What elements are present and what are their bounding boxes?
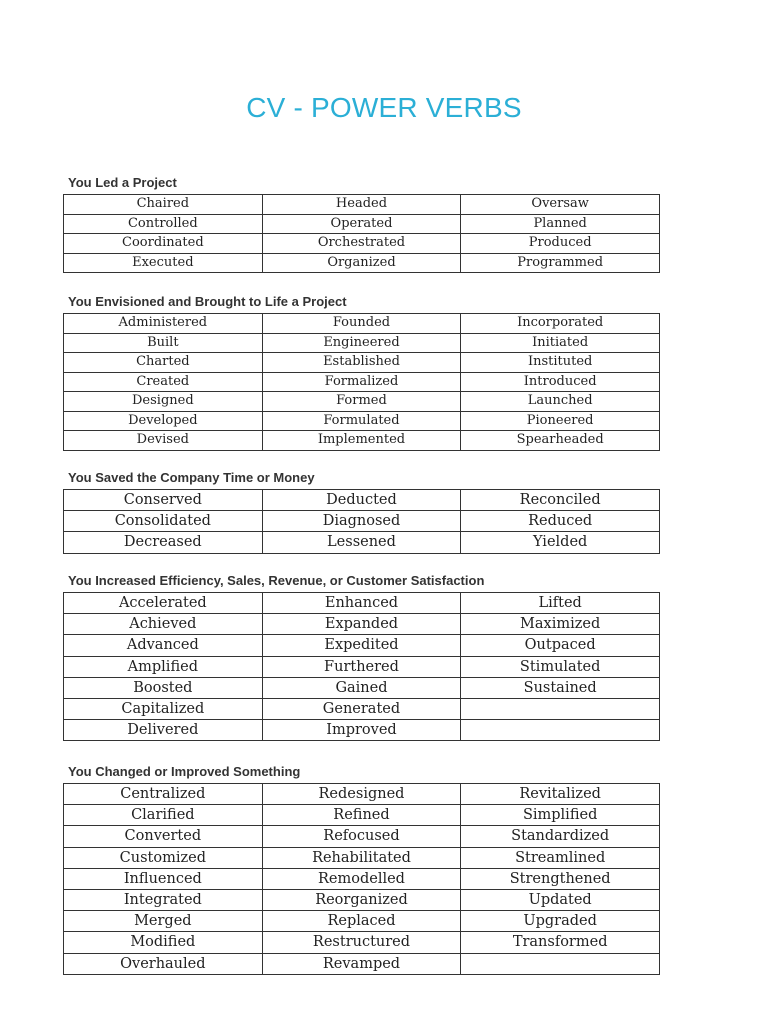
table-cell: Launched [461,392,660,412]
section-heading: You Saved the Company Time or Money [68,470,315,485]
table-cell: Lessened [262,532,461,553]
verbs-table [63,592,660,741]
table-row [64,195,660,215]
table-cell [461,698,660,719]
table-cell: Formulated [262,411,461,431]
table-cell: Converted [64,826,263,847]
verbs-table [63,194,660,273]
table-cell: Delivered [64,720,263,741]
table-cell: Maximized [461,614,660,635]
table-cell: Strengthened [461,868,660,889]
table-row [64,953,660,974]
table-cell: Outpaced [461,635,660,656]
section-led-project [63,175,660,273]
table-cell: Standardized [461,826,660,847]
table-cell: Influenced [64,868,263,889]
table-cell: Consolidated [64,511,263,532]
table-cell: Coordinated [64,234,263,254]
table-cell: Reorganized [262,889,461,910]
table-cell: Yielded [461,532,660,553]
table-cell: Sustained [461,677,660,698]
table-cell: Decreased [64,532,263,553]
table-cell: Rehabilitated [262,847,461,868]
table-row [64,353,660,373]
table-row [64,314,660,334]
table-cell [461,720,660,741]
table-row [64,889,660,910]
table-cell: Merged [64,911,263,932]
table-cell: Centralized [64,784,263,805]
table-cell [461,953,660,974]
table-cell: Designed [64,392,263,412]
section-heading: You Led a Project [68,175,177,190]
table-cell: Programmed [461,253,660,273]
table-row [64,720,660,741]
table-cell: Customized [64,847,263,868]
table-cell: Expanded [262,614,461,635]
table-cell: Achieved [64,614,263,635]
table-cell: Produced [461,234,660,254]
table-row [64,392,660,412]
table-cell: Incorporated [461,314,660,334]
table-cell: Refined [262,805,461,826]
table-cell: Charted [64,353,263,373]
table-cell: Enhanced [262,593,461,614]
table-cell: Engineered [262,333,461,353]
table-row [64,431,660,451]
table-row [64,932,660,953]
table-cell: Revamped [262,953,461,974]
table-cell: Implemented [262,431,461,451]
table-row [64,805,660,826]
table-cell: Pioneered [461,411,660,431]
table-cell: Expedited [262,635,461,656]
table-cell: Founded [262,314,461,334]
table-row [64,253,660,273]
table-row [64,511,660,532]
table-cell: Replaced [262,911,461,932]
table-cell: Spearheaded [461,431,660,451]
table-cell: Modified [64,932,263,953]
table-cell: Furthered [262,656,461,677]
table-cell: Developed [64,411,263,431]
table-row [64,333,660,353]
table-cell: Deducted [262,490,461,511]
table-cell: Restructured [262,932,461,953]
table-cell: Formalized [262,372,461,392]
table-cell: Headed [262,195,461,215]
verbs-table [63,783,660,975]
section-increased-efficiency [63,573,660,741]
table-cell: Accelerated [64,593,263,614]
table-cell: Clarified [64,805,263,826]
table-row [64,372,660,392]
table-cell: Simplified [461,805,660,826]
table-cell: Reduced [461,511,660,532]
verbs-table [63,489,660,554]
table-cell: Organized [262,253,461,273]
table-cell: Improved [262,720,461,741]
table-cell: Lifted [461,593,660,614]
table-row [64,698,660,719]
table-cell: Formed [262,392,461,412]
section-heading: You Increased Efficiency, Sales, Revenue, or Customer Satisfaction [68,573,485,588]
section-envisioned-project [63,294,660,451]
table-row [64,847,660,868]
table-cell: Redesigned [262,784,461,805]
table-cell: Upgraded [461,911,660,932]
table-cell: Updated [461,889,660,910]
table-cell: Chaired [64,195,263,215]
section-heading: You Envisioned and Brought to Life a Project [68,294,347,309]
table-cell: Executed [64,253,263,273]
table-row [64,826,660,847]
table-row [64,635,660,656]
table-cell: Built [64,333,263,353]
table-cell: Oversaw [461,195,660,215]
table-row [64,490,660,511]
table-cell: Operated [262,214,461,234]
table-row [64,868,660,889]
table-cell: Streamlined [461,847,660,868]
table-row [64,614,660,635]
table-row [64,593,660,614]
section-saved-time-money [63,470,660,554]
table-row [64,677,660,698]
table-cell: Transformed [461,932,660,953]
table-cell: Advanced [64,635,263,656]
table-cell: Conserved [64,490,263,511]
table-cell: Controlled [64,214,263,234]
table-cell: Remodelled [262,868,461,889]
section-changed-improved [63,764,660,975]
table-cell: Overhauled [64,953,263,974]
section-heading: You Changed or Improved Something [68,764,301,779]
table-row [64,784,660,805]
table-cell: Planned [461,214,660,234]
table-cell: Generated [262,698,461,719]
table-cell: Established [262,353,461,373]
table-cell: Created [64,372,263,392]
table-cell: Capitalized [64,698,263,719]
table-row [64,911,660,932]
table-cell: Devised [64,431,263,451]
verbs-table [63,313,660,451]
table-cell: Initiated [461,333,660,353]
table-row [64,532,660,553]
table-cell: Administered [64,314,263,334]
table-row [64,234,660,254]
table-cell: Stimulated [461,656,660,677]
table-cell: Revitalized [461,784,660,805]
table-cell: Reconciled [461,490,660,511]
table-cell: Amplified [64,656,263,677]
table-cell: Boosted [64,677,263,698]
table-cell: Gained [262,677,461,698]
table-cell: Orchestrated [262,234,461,254]
table-row [64,214,660,234]
table-cell: Diagnosed [262,511,461,532]
table-cell: Instituted [461,353,660,373]
table-row [64,656,660,677]
page-title: CV - POWER VERBS [246,92,522,123]
table-row [64,411,660,431]
table-cell: Integrated [64,889,263,910]
table-cell: Refocused [262,826,461,847]
table-cell: Introduced [461,372,660,392]
